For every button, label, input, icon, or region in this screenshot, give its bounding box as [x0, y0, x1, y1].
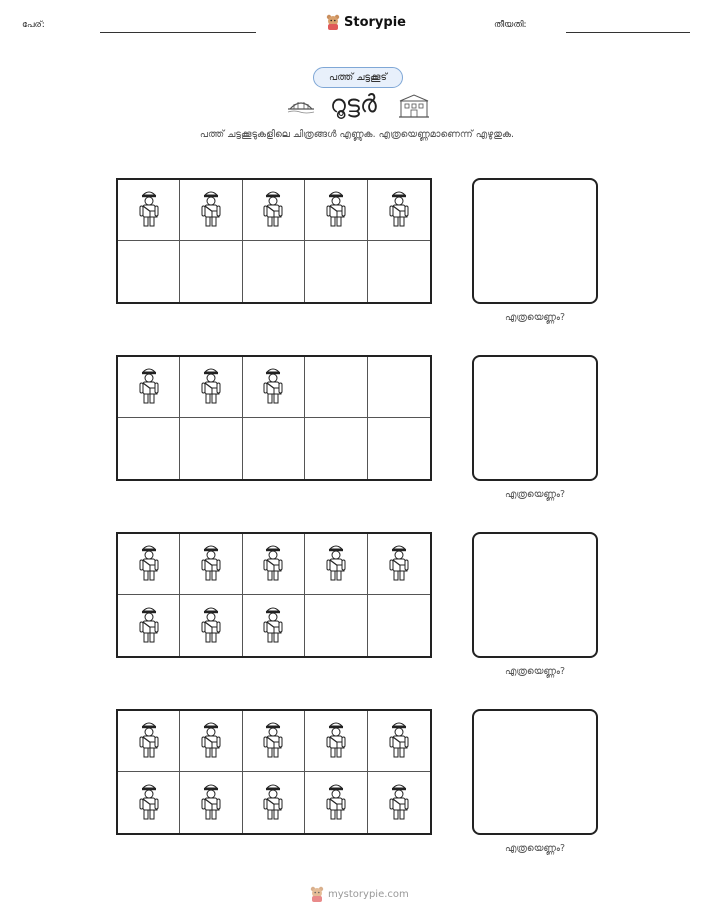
topic-pill: പത്ത് ചട്ടക്കൂട്: [313, 67, 403, 88]
how-many-label: എത്രയെണ്ണം?: [504, 666, 566, 677]
frame-cell: [305, 595, 367, 656]
mail-carrier-icon: [262, 188, 284, 232]
frame-cell: [368, 595, 430, 656]
mail-carrier-icon: [200, 188, 222, 232]
frame-cell: [180, 772, 242, 833]
mail-carrier-icon: [200, 781, 222, 825]
footer-url[interactable]: mystorypie.com: [328, 888, 409, 900]
ten-frame: [116, 355, 432, 481]
frame-cell: [305, 772, 367, 833]
frame-cell: [118, 357, 180, 418]
mail-carrier-icon: [388, 542, 410, 586]
frame-cell: [368, 772, 430, 833]
how-many-label: എത്രയെണ്ണം?: [504, 489, 566, 500]
frame-cell: [243, 357, 305, 418]
mail-carrier-icon: [138, 188, 160, 232]
mail-carrier-icon: [200, 604, 222, 648]
bear-mascot-icon: [310, 886, 324, 902]
frame-cell: [180, 595, 242, 656]
date-line[interactable]: [566, 32, 690, 33]
frame-cell: [180, 711, 242, 772]
mail-carrier-icon: [262, 719, 284, 763]
name-line[interactable]: [100, 32, 256, 33]
frame-cell: [305, 357, 367, 418]
frame-cell: [118, 772, 180, 833]
frame-cell: [243, 418, 305, 479]
frame-cell: [118, 711, 180, 772]
bear-mascot-icon: [326, 14, 340, 30]
ten-frame: [116, 532, 432, 658]
answer-box[interactable]: [472, 709, 598, 835]
mail-carrier-icon: [262, 604, 284, 648]
frame-cell: [368, 711, 430, 772]
mail-carrier-icon: [262, 781, 284, 825]
how-many-label: എത്രയെണ്ണം?: [504, 843, 566, 854]
mail-carrier-icon: [325, 188, 347, 232]
instruction-text: പത്ത് ചട്ടക്കൂടുകളിലെ ചിത്രങ്ങൾ എണ്ണുക. എത്രയെണ്ണമാണെന്ന് എഴുതുക.: [199, 129, 515, 140]
frame-cell: [368, 534, 430, 595]
answer-box[interactable]: [472, 355, 598, 481]
frame-cell: [180, 418, 242, 479]
footer: [310, 886, 409, 902]
mail-carrier-icon: [388, 719, 410, 763]
mail-carrier-icon: [200, 365, 222, 409]
frame-cell: [243, 711, 305, 772]
frame-cell: [180, 180, 242, 241]
mail-carrier-icon: [388, 781, 410, 825]
answer-box[interactable]: [472, 532, 598, 658]
frame-cell: [305, 711, 367, 772]
mail-carrier-icon: [325, 781, 347, 825]
frame-cell: [118, 418, 180, 479]
frame-cell: [118, 241, 180, 302]
name-label: പേര്:: [22, 20, 45, 30]
building-icon: [397, 93, 431, 123]
frame-cell: [368, 241, 430, 302]
mail-carrier-icon: [200, 542, 222, 586]
mail-carrier-icon: [388, 188, 410, 232]
frame-cell: [305, 180, 367, 241]
frame-cell: [305, 534, 367, 595]
mail-carrier-icon: [325, 542, 347, 586]
mail-carrier-icon: [138, 604, 160, 648]
frame-cell: [368, 180, 430, 241]
frame-cell: [243, 772, 305, 833]
mail-carrier-icon: [200, 719, 222, 763]
frame-cell: [368, 418, 430, 479]
date-label: തീയതി:: [494, 20, 527, 30]
frame-cell: [243, 534, 305, 595]
frame-cell: [118, 595, 180, 656]
mail-carrier-icon: [138, 719, 160, 763]
frame-cell: [243, 595, 305, 656]
mail-carrier-icon: [138, 781, 160, 825]
ten-frame: [116, 178, 432, 304]
frame-cell: [180, 357, 242, 418]
mail-carrier-icon: [138, 542, 160, 586]
frame-cell: [305, 241, 367, 302]
mail-carrier-icon: [262, 542, 284, 586]
frame-cell: [180, 534, 242, 595]
page-title: റൂട്ടർ: [330, 90, 377, 118]
frame-cell: [180, 241, 242, 302]
how-many-label: എത്രയെണ്ണം?: [504, 312, 566, 323]
mail-carrier-icon: [325, 719, 347, 763]
frame-cell: [118, 534, 180, 595]
brand-name: Storypie: [344, 14, 406, 30]
frame-cell: [305, 418, 367, 479]
frame-cell: [243, 180, 305, 241]
answer-box[interactable]: [472, 178, 598, 304]
frame-cell: [243, 241, 305, 302]
ten-frame: [116, 709, 432, 835]
frame-cell: [368, 357, 430, 418]
mail-carrier-icon: [262, 365, 284, 409]
brand-logo: [326, 14, 406, 30]
mail-carrier-icon: [138, 365, 160, 409]
bridge-icon: [286, 95, 316, 119]
frame-cell: [118, 180, 180, 241]
